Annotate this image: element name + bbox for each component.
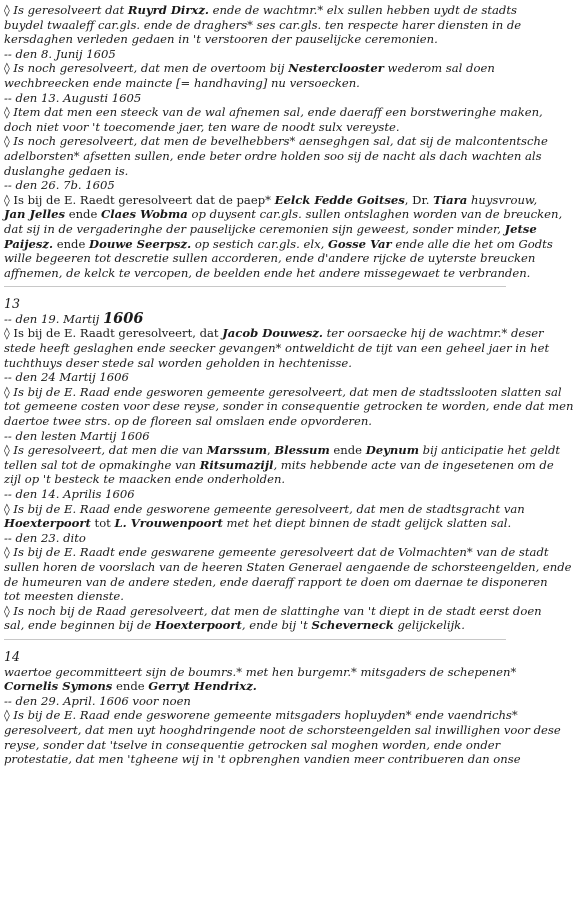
text-line [4,516,512,531]
person-or-place-name: Gosse Var [327,236,392,251]
text-run: -- den 23. dito [4,530,86,545]
text-line [4,738,506,753]
text-line [4,326,544,341]
text-line [4,192,538,208]
text-run: tot gemeene costen voor dese reyse, sonder in consequentie getrocken te worden, ende dat men [4,399,573,414]
person-or-place-name: Paijesz. [4,236,54,251]
text-line [4,3,517,18]
text-run: ende alle die het om Godts [391,236,553,251]
text-line [4,148,542,164]
text-run: Is noch geresolveert, dat men de overtoom bij [13,61,289,76]
text-run: tuchthuys deser stede sal worden geholden in hechtenisse. [4,355,352,370]
text-line [4,17,522,33]
text-run: Is geresolveert dat [13,3,128,17]
text-line [4,309,506,327]
person-or-place-name: Jetse [504,221,537,236]
text-line [4,399,573,414]
text-line [4,251,536,266]
text-line [4,752,521,767]
text-run: , ende bij 't [241,618,312,633]
text-run: doch niet voor 't toecomende jaer, ten ware de noodt sulx vereyste. [4,119,400,134]
text-run: ◊ Is bij de E. Raad ende gesworene gemeente mitsgaders hopluyden* ende vaendrichs* [4,708,518,723]
resolution-section-page-12 [4,3,563,280]
text-line [4,178,506,193]
person-or-place-name: Scheverneck [311,618,394,633]
text-line [4,105,543,120]
text-run: op sestich car.gls. elx, [191,236,328,251]
text-run: ◊ Is bij de E. Raad ende gesworen gemeente geresolveert, dat men de stadtsslooten slatten sal [4,384,562,399]
text-line [4,679,506,694]
text-run: ◊ [4,61,14,76]
page-number-14: 14 [4,648,21,664]
text-run: tot meesten dienste. [4,589,124,604]
text-line [4,164,506,179]
text-run: met het diept binnen de stadt gelijck slatten sal. [222,516,512,531]
person-or-place-name: Blessum [274,443,330,458]
text-line [4,341,550,356]
resolution-section-page-13 [4,309,573,633]
text-line [4,429,506,444]
text-line [4,47,506,62]
text-line [4,443,561,458]
text-run: ◊ Is bij de E. Raadt geresolveert, dat [4,326,223,341]
person-or-place-name: Claes Wobma [101,207,188,222]
text-line [4,120,506,135]
text-line [4,76,506,91]
text-run: ende [65,207,102,222]
text-run: wille begeeren tot descretie sullen accorderen, ende d'andere rijcke de uyterste breucken [4,251,536,266]
text-line [4,708,518,723]
text-run: ende [53,236,90,251]
text-run: ◊ Is noch bij de Raad geresolveert, dat men de slattinghe van 't diept in de stadt eerst doen [4,603,542,618]
text-run: de humeuren van de andere steden, ende daeraff rapport te doen om daernae te disponeren [4,574,548,589]
text-run: -- den 19. Martij [4,311,104,326]
text-run: -- den 8. Junij 1605 [4,46,116,61]
person-or-place-name: Eelck Fedde Goitses [274,192,405,207]
text-run: ◊ Is bij de E. Raadt ende geswarene gemeente geresolveert dat de Volmachten* van de stadt [4,545,549,560]
person-or-place-name: Tiara [433,192,468,207]
person-or-place-name: L. Vrouwenpoort [114,516,223,531]
text-run: ter oorsaecke hij de wachtmr.* deser [322,326,544,341]
text-run: bij anticipatie het geldt [419,443,561,458]
text-line [4,487,506,502]
text-run: sal, ende beginnen bij de [4,618,155,633]
text-line [4,603,542,619]
person-or-place-name: Ruyrd Dirxz. [127,3,209,17]
person-or-place-name: Marssum [206,443,267,458]
text-run: ende [112,679,149,694]
text-run: Is noch geresolveert, dat men de bevelhebbers* aenseghgen sal, dat sij de malcontentsche [13,134,548,149]
person-or-place-name: Nesterclooster [288,61,384,76]
text-run: ende de wachtmr.* elx sullen hebben uydt de stadts [208,3,517,17]
text-run: , mits hebbende acte van de ingesetenen om de [273,457,554,472]
text-line [4,207,563,222]
text-line [4,265,531,281]
text-run: Item dat men een steeck van de wal afnemen sal, ende daeraff een borstweringhe maken, [13,105,543,120]
text-line [4,559,572,575]
text-run: wechbreecken ende maincte [= handhaving] nu versoecken. [4,75,360,90]
text-run: stede heeft geslaghen ende seecker gevangen* ontweldicht de tijt van een geheel jaer in het [4,341,550,356]
text-line [4,356,506,371]
page-number-13: 13 [4,296,21,312]
text-line [4,589,506,604]
text-run: adelborsten* afsetten sullen, ende beter ordre holden soo sij de nacht als dach wachten als [4,148,542,163]
text-run: zijl op 't besteck te maacken ende onderholden. [4,472,286,487]
person-or-place-name: Ritsumazijl [199,457,274,472]
text-run: -- den 14. Aprilis 1606 [4,487,135,501]
person-or-place-name: Hoexterpoort [4,516,91,531]
text-line [4,501,525,517]
text-run: tellen sal tot de opmakinghe van [4,457,200,472]
text-run: ◊ [4,3,14,17]
text-run: -- den 24 Martij 1606 [4,370,129,385]
text-line [4,574,548,590]
text-run: , Dr. [404,192,434,207]
text-run: huysvrouw, [467,192,538,207]
page-divider [4,286,506,287]
text-run: ◊ Is bij de E. Raedt geresolveert dat de paep* [4,192,275,207]
text-line [4,694,506,709]
person-or-place-name: Hoexterpoort [154,618,242,633]
text-line [4,545,549,560]
text-line [4,134,548,149]
text-run: -- den 29. April. 1606 voor noen [4,693,191,708]
text-line [4,221,537,237]
text-line [4,384,562,400]
text-run: buydel twaaleff car.gls. ende de draghers* ses car.gls. ten respecte harer diensten in de [4,17,522,32]
text-run: ◊ [4,134,14,149]
text-line [4,61,506,76]
text-run: ◊ Is bij de E. Raad ende gesworene gemeente geresolveert, dat men de stadtsgracht van [4,501,525,516]
text-line [4,618,506,633]
text-line [4,472,506,487]
page-divider [4,639,506,640]
text-run: ◊ [4,105,14,120]
text-run: duslanghe gedaen is. [4,163,129,178]
person-or-place-name: Cornelis Symons [4,679,113,694]
text-run: affnemen, de kelck te vercopen, de beelden ende het andere missegewaet te verbranden. [4,265,531,280]
text-line [4,457,554,473]
text-line [4,414,506,429]
text-run: tot [90,516,115,531]
person-or-place-name: Deynum [365,443,419,458]
resolution-section-page-14 [4,664,561,767]
text-line [4,370,506,385]
text-line [4,236,553,252]
text-run: geresolveert, dat men uyt hooghdringende noot de schorsteengelden sal inwillighen voor dese [4,722,561,737]
text-run: waertoe gecommitteert sijn de boumrs.* met hen burgemr.* mitsgaders de schepenen* [4,664,517,679]
text-line [4,722,561,738]
person-or-place-name: Douwe Seerpsz. [89,236,192,251]
text-run: Is geresolveert, dat men die van [13,443,207,458]
person-or-place-name: Gerryt Hendrixz. [148,679,257,694]
text-line [4,531,506,546]
text-run: -- den 26. 7b. 1605 [4,178,115,193]
person-or-place-name: Jan Jelles [4,207,66,222]
text-run: kersdaghen verleden gedaen in 't verstooren der pauselijcke ceremonien. [4,32,438,47]
text-run: op duysent car.gls. sullen ontslaghen worden van de breucken, [187,207,563,222]
text-run: -- den lesten Martij 1606 [4,428,150,443]
text-run: ende [329,443,366,458]
text-run: dat sij in de vergaderinghe der pauselijcke ceremonien sijn geweest, sonder minder, [4,221,505,236]
text-line [4,664,517,680]
year-heading: 1606 [103,309,144,327]
text-line [4,32,506,47]
text-run: sullen horen de voorslach van de heeren Staten Generael aengaende de schorsteengelden, ende [4,559,572,574]
text-run: , [267,443,275,458]
text-run: ◊ [4,443,14,458]
text-run: daertoe twee strs. op de floreen sal omslaen ende opvorderen. [4,414,372,429]
person-or-place-name: Jacob Douwesz. [222,326,323,341]
text-run: reyse, sonder dat 'tselve in consequentie getrocken sal moghen worden, ende onder [4,737,501,752]
text-line [4,91,506,106]
text-run: -- den 13. Augusti 1605 [4,90,142,105]
text-run: protestatie, dat men 'tgheene wij in 't opbrenghen vandien meer contribueren dan onse [4,752,521,767]
text-run: gelijckelijk. [393,618,465,633]
text-run: wederom sal doen [383,61,495,76]
